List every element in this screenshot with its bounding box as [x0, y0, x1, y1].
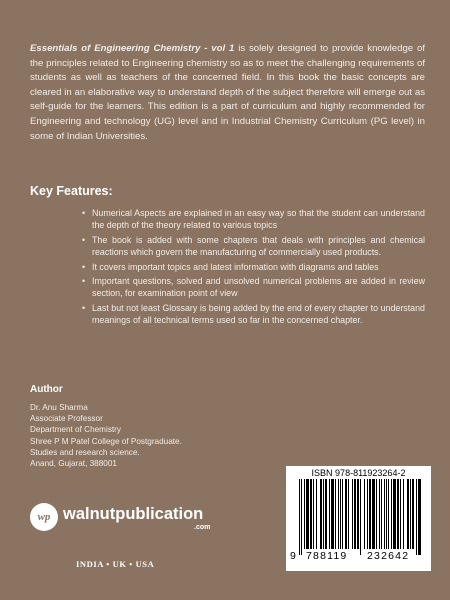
intro-paragraph	[30, 42, 425, 144]
barcode-icon	[295, 479, 423, 555]
author-details	[30, 402, 270, 469]
author-college-cont: Studies and research science.	[30, 447, 140, 457]
barcode-digit-first: 9	[290, 550, 298, 562]
author-name: Dr. Anu Sharma	[30, 403, 88, 412]
list-item: • Important questions, solved and unsolved numerical problems are added in review section, for examination point of view	[82, 276, 425, 299]
barcode-digit-group-1: 788119	[306, 550, 348, 562]
list-item: • The book is added with some chapters that deals with principles and chemical reactions which govern the manufacturing of commercially used products.	[82, 234, 425, 258]
bullet-icon: •	[82, 261, 86, 272]
author-college: Shree P M Patel College of Postgraduate.	[30, 436, 182, 446]
publisher-name: walnutpublication	[63, 505, 204, 523]
bullet-icon: •	[82, 302, 86, 313]
publisher-domain: .com	[194, 524, 211, 531]
author-title: Associate Professor	[30, 414, 103, 424]
key-features-heading: Key Features:	[30, 184, 113, 198]
author-address: Anand, Gujarat, 388001	[30, 459, 117, 469]
intro-text: is solely designed to provide knowledge of the principles related to Engineering chemistry so as to meet the challenging requirements of students as well as teachers of the concerned field. In this book the basic concepts are cleared in an elaborative way to understand depth of the subject therefore will emerge out as self-guide for the learners. This edition is a part of curriculum and highly recommended for Engineering and technology (UG) level and in Industrial Chemistry Curriculum (PG level) in some of Indian Universities.	[30, 43, 425, 142]
publisher-logo-icon: wp	[30, 503, 58, 531]
list-item: • It covers important topics and latest information with diagrams and tables	[82, 261, 379, 272]
isbn-barcode	[286, 466, 431, 571]
isbn-number: ISBN 978-811923264-2	[311, 468, 406, 478]
barcode-digit-group-2: 232642	[367, 550, 410, 562]
list-item: • Last but not least Glossary is being added by the end of every chapter to understand meanings of all technical terms used so far in the concerned chapter.	[82, 302, 425, 326]
publisher-logo	[30, 503, 240, 533]
list-item: • Numerical Aspects are explained in an easy way so that the student can understand the depth of the theory related to various topics	[82, 208, 425, 231]
key-features-list	[82, 207, 425, 329]
publisher-countries: INDIA • UK • USA	[76, 559, 155, 569]
author-department: Department of Chemistry	[30, 425, 122, 435]
bullet-icon: •	[82, 276, 86, 287]
bullet-icon: •	[82, 234, 86, 245]
book-title: Essentials of Engineering Chemistry - vol 1	[30, 43, 235, 54]
author-heading: Author	[30, 384, 63, 395]
bullet-icon: •	[82, 208, 86, 218]
